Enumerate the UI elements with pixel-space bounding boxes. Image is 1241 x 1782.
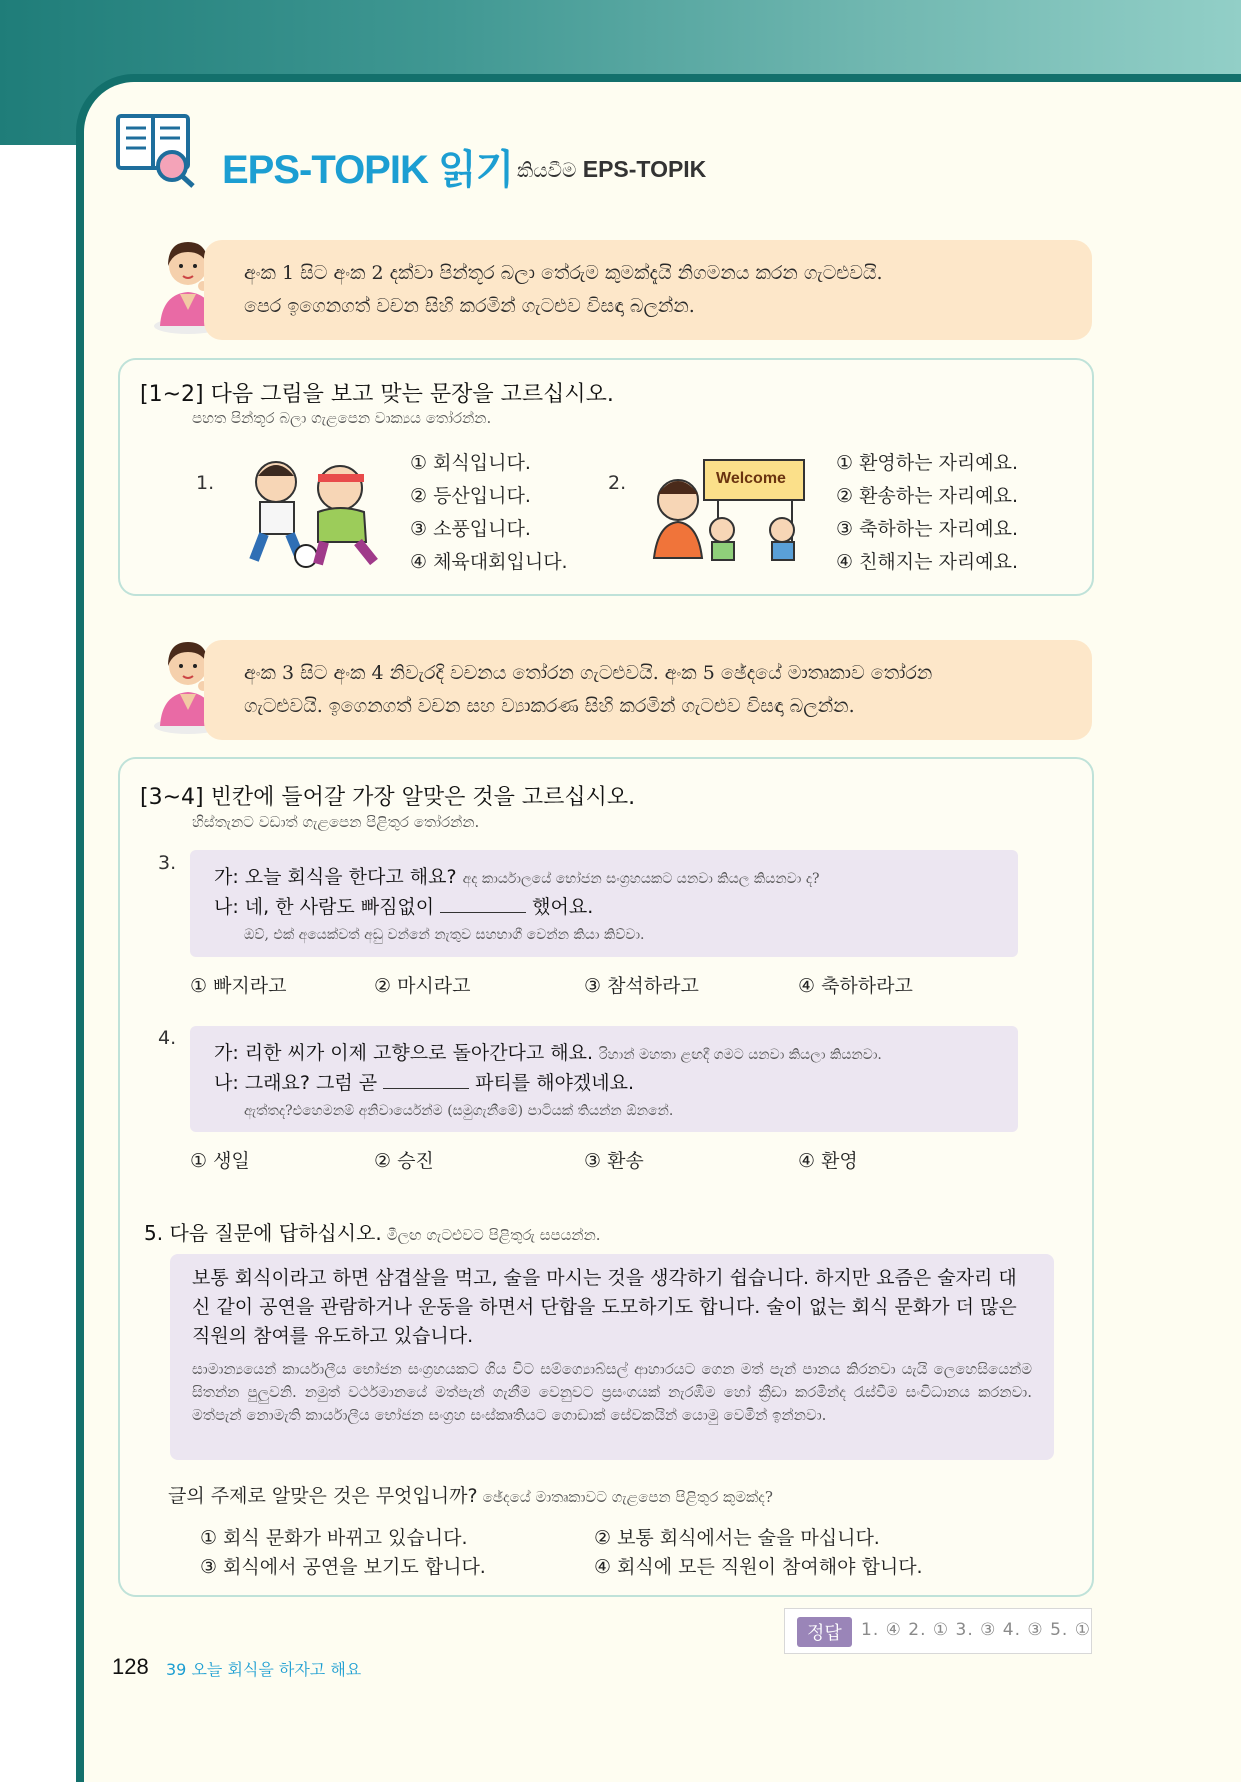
sports-day-illustration	[234, 452, 394, 568]
q4-option-4[interactable]: ④ 환영	[798, 1150, 858, 1172]
q5-option-3[interactable]: ③ 회식에서 공연을 보기도 합니다.	[200, 1556, 486, 1578]
question-1-number: 1.	[196, 472, 215, 494]
instruction-2-line-1: අංක 3 සිට අංක 4 නිවැරදි වචනය තෝරන ගැටළුවයි. අංක 5 ඡේදයේ මාතෘකාව තෝරන	[244, 662, 933, 684]
question-3-number: 3.	[158, 852, 177, 874]
q4-blank	[383, 1070, 469, 1089]
subtitle-si: කියවීම	[517, 158, 577, 182]
q3-line-2-a: 나: 네, 한 사람도 빠짐없이	[214, 896, 435, 918]
question-5-heading	[144, 1217, 601, 1246]
q3-option-4[interactable]: ④ 축하하라고	[798, 975, 913, 997]
q4-line-3-si: ඇත්තද?එහෙමනම් අනිවාර්යෙන්ම (සමුගැනීමේ) පාටියක් තියන්න ඕනනේ.	[244, 1103, 674, 1119]
welcome-sign-text: Welcome	[716, 470, 786, 487]
q3-option-2[interactable]: ② 마시라고	[374, 975, 471, 997]
reading-passage-si: සාමාන්‍යයෙන් කාර්යාලීය භෝජන සංග්‍රහයකට ගිය විට සම්ග්‍යොබ්සල් ආහාරයට ගෙන මත් පැන් පානය කිරනවා යැයි ලෙහෙසියෙන්ම සිතන්න පුලුවනි. නමුත් වර්ථමානයේ මත්පැන් ගැනීම වෙනුවට ප්‍රසංගයක් නැරඹීම හෝ ක්‍රීඩා කරමින්ද රැස්වීම සංවිධානය කරනවා. මත්පැන් නොමැති කාර්යාලීය භෝජන සංග්‍රහ සංස්කෘතියට ගොඩාක් සේවකයින් යොමු වෙමින් ඉන්නවා.	[192, 1360, 1032, 1424]
q3-option-1[interactable]: ① 빠지라고	[190, 975, 287, 997]
subtitle-en: EPS-TOPIK	[582, 156, 707, 182]
q3-line-1-si: අද කාර්යාලයේ භෝජන සංග්‍රහයකට යනවා කියල කියනවා ද?	[462, 871, 820, 887]
q5-heading-ko: 5. 다음 질문에 답하십시오.	[144, 1221, 382, 1245]
q4-line-2-b: 파티를 해야겠네요.	[475, 1072, 635, 1094]
q3-option-3[interactable]: ③ 참석하라고	[584, 975, 699, 997]
question-3-dialog	[190, 850, 1018, 957]
question-1-options	[410, 447, 568, 579]
answer-key-text: 1. ④ 2. ① 3. ③ 4. ③ 5. ①	[861, 1620, 1091, 1640]
section-1-subheading: පහත පින්තූර බලා ගැළපෙන වාක්‍යය තෝරන්න.	[192, 409, 492, 427]
page-number: 128	[112, 1654, 149, 1679]
q5-option-4[interactable]: ④ 회식에 모든 직원이 참여해야 합니다.	[594, 1556, 923, 1578]
q5-question-si: ඡේදයේ මාතෘකාවට ගැළපෙන පිළිතුර කුමක්ද?	[482, 1488, 773, 1506]
q2-option-2[interactable]: ② 환송하는 자리예요.	[836, 485, 1018, 507]
q1-option-4[interactable]: ④ 체육대회입니다.	[410, 551, 568, 573]
page-subtitle	[517, 156, 706, 183]
section-2-heading: [3~4] 빈칸에 들어갈 가장 알맞은 것을 고르십시오.	[140, 785, 636, 810]
instruction-2-line-2: ගැටළුවයි. ඉගෙනගත් වචන සහ ව්‍යාකරණ සිහි කරමින් ගැටළුව විසඳා බලන්න.	[244, 695, 855, 717]
page-title: EPS-TOPIK 읽기	[222, 148, 514, 192]
q3-line-1-ko: 가: 오늘 회식을 한다고 해요?	[214, 866, 457, 888]
question-4-number: 4.	[158, 1027, 177, 1049]
section-2-subheading: හිස්තැනට වඩාත් ගැළපෙන පිළිතුර තෝරන්න.	[192, 813, 480, 831]
q5-question-ko: 글의 주제로 알맞은 것은 무엇입니까?	[168, 1485, 478, 1507]
question-2-options	[836, 447, 1018, 579]
q4-line-1-si: රිහාන් මහතා ළඟදී ගමට යනවා කියලා කියනවා.	[599, 1047, 882, 1063]
q1-option-1[interactable]: ① 회식입니다.	[410, 452, 531, 474]
q4-line-1-ko: 가: 리한 씨가 이제 고향으로 돌아간다고 해요.	[214, 1042, 594, 1064]
instruction-1-line-2: පෙර ඉගෙනගත් වචන සිහි කරමින් ගැටළුව විසඳා බලන්න.	[244, 295, 695, 317]
question-2-number: 2.	[608, 472, 627, 494]
reading-passage-ko: 보통 회식이라고 하면 삼겹살을 먹고, 술을 마시는 것을 생각하기 쉽습니다. 하지만 요즘은 술자리 대신 같이 공연을 관람하거나 운동을 하면서 단합을 도모하기도 합니다. 술이 없는 회식 문화가 더 많은 직원의 참여를 유도하고 있습니다.	[192, 1267, 1017, 1347]
q5-option-1[interactable]: ① 회식 문화가 바뀌고 있습니다.	[200, 1527, 468, 1549]
q1-option-3[interactable]: ③ 소풍입니다.	[410, 518, 531, 540]
q4-option-3[interactable]: ③ 환송	[584, 1150, 644, 1172]
q5-option-2[interactable]: ② 보통 회식에서는 술을 마십니다.	[594, 1527, 880, 1549]
answer-key-label: 정답	[797, 1617, 852, 1647]
reading-passage-box	[170, 1254, 1054, 1460]
chapter-title: 39 오늘 회식을 하자고 해요	[166, 1660, 362, 1679]
question-4-dialog	[190, 1026, 1018, 1132]
q3-line-2-b: 했어요.	[532, 896, 594, 918]
q2-option-3[interactable]: ③ 축하하는 자리예요.	[836, 518, 1018, 540]
q5-heading-si: මීලඟ ගැටළුවට පිළිතුරු සපයන්න.	[386, 1226, 601, 1244]
book-magnifier-icon	[116, 110, 196, 188]
q3-line-3-si: ඔව්, එක් අයෙක්වත් අඩු වන්නේ නැතුව සහභාගී වෙන්න කියා කිව්වා.	[244, 927, 645, 943]
instruction-box-1	[204, 240, 1092, 340]
q2-option-4[interactable]: ④ 친해지는 자리예요.	[836, 551, 1018, 573]
q1-option-2[interactable]: ② 등산입니다.	[410, 485, 531, 507]
instruction-box-2	[204, 640, 1092, 740]
question-5-prompt	[168, 1481, 773, 1508]
q3-blank	[440, 894, 526, 913]
q4-option-2[interactable]: ② 승진	[374, 1150, 434, 1172]
section-1-heading: [1~2] 다음 그림을 보고 맞는 문장을 고르십시오.	[140, 382, 614, 407]
q4-line-2-a: 나: 그래요? 그럼 곧	[214, 1072, 378, 1094]
q2-option-1[interactable]: ① 환영하는 자리예요.	[836, 452, 1018, 474]
answer-key-box	[784, 1608, 1092, 1654]
q4-option-1[interactable]: ① 생일	[190, 1150, 250, 1172]
instruction-1-line-1: අංක 1 සිට අංක 2 දක්වා පින්තූර බලා තේරුම කුමක්දැයි නිගමනය කරන ගැටළුවයි.	[244, 262, 883, 284]
